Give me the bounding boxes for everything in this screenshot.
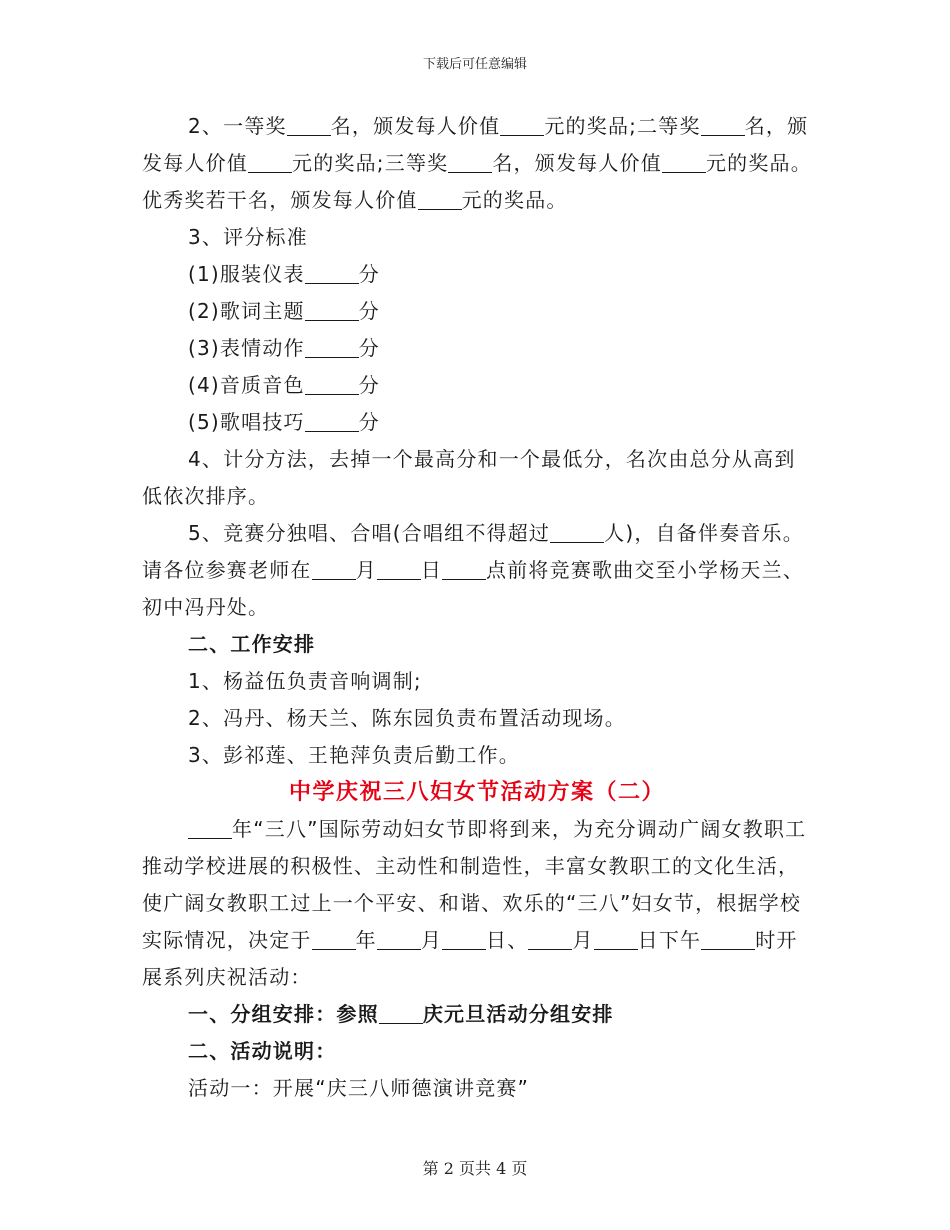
prize-paragraph: 2、一等奖 名，颁发每人价值 元的奖品;二等奖 名，颁发每人价值 元的奖品;三等奖 名，颁发每人价值 元的奖品。优秀奖若干名，颁发每人价值 元的奖品。 [142,114,812,212]
scoring-method-paragraph: 4、计分方法，去掉一个最高分和一个最低分，名次由总分从高到低依次排序。 [142,447,796,508]
activity-description-heading: 二、活动说明： [188,1039,337,1063]
scoring-heading: 3、评分标准 [188,225,308,249]
work-item: 3、彭祁莲、王艳萍负责后勤工作。 [188,743,520,767]
work-arrangement-heading: 二、工作安排 [188,632,316,656]
criteria-item: (2)歌词主题 分 [188,299,380,323]
document-title: 中学庆祝三八妇女节活动方案（二） [288,780,665,805]
page-header: 下载后可任意编辑 [422,57,527,72]
competition-paragraph: 5、竞赛分独唱、合唱(合唱组不得超过 人)，自备伴奏音乐。请各位参赛老师在 月 日 点前将竞赛歌曲交至小学杨天兰、初中冯丹处。 [142,521,805,619]
group-arrangement-heading: 一、分组安排：参照 庆元旦活动分组安排 [188,1002,614,1026]
criteria-item: (3)表情动作 分 [188,336,380,360]
document-body [142,108,812,1107]
criteria-item: (1)服装仪表 分 [188,262,380,286]
intro-paragraph: 年“三八”国际劳动妇女节即将到来，为充分调动广阔女教职工推动学校进展的积极性、主动性和制造性，丰富女教职工的文化生活，使广阔女教职工过上一个平安、和谐、欢乐的“三八”妇女节，根据学校实际情况，决定于 年 月 日、 月 日下午 时开展系列庆祝活动： [142,817,807,989]
page-footer: 第 2 页共 4 页 [422,1159,528,1178]
work-item: 2、冯丹、杨天兰、陈东园负责布置活动现场。 [188,706,626,730]
work-item: 1、杨益伍负责音响调制; [188,669,422,693]
criteria-item: (5)歌唱技巧 分 [188,410,380,434]
activity-item: 活动一：开展“庆三八师德演讲竞赛” [188,1076,530,1100]
criteria-item: (4)音质音色 分 [188,373,380,397]
